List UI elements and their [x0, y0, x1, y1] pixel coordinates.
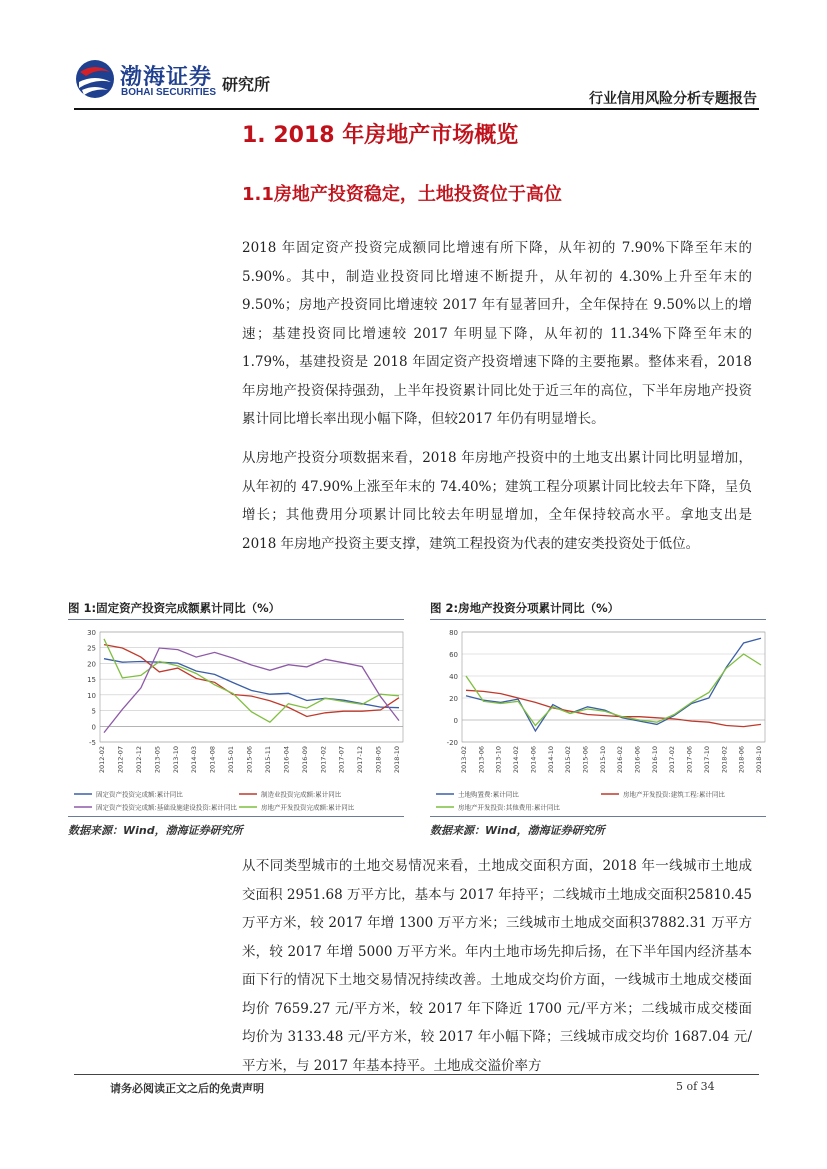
chart2-xtick: 2017-02	[668, 746, 677, 774]
footer-disclaimer: 请务必阅读正文之后的免责声明	[110, 1082, 264, 1095]
page-number: 5 of 34	[676, 1080, 715, 1093]
chart2-ytick: 80	[449, 629, 458, 637]
chart2-xtick: 2017-10	[702, 746, 711, 774]
chart2-plot-area	[462, 632, 765, 742]
paragraph-2: 从房地产投资分项数据来看，2018 年房地产投资中的土地支出累计同比明显增加，从年初的 47.90%上涨至年末的 74.40%；建筑工程分项累计同比较去年下降，呈负增长；其他费用分项累计同比较去年明显增加，全年保持较高水平。拿地支出是 2018 年房地产投资主要支撑，建筑工程投资为代表的建安类投资处于低位。	[242, 450, 752, 552]
chart2-xtick: 2016-02	[616, 746, 625, 774]
chart1-legend-label: 固定资产投资完成额:基础设施建设投资:累计同比	[96, 803, 237, 812]
chart2-xtick: 2015-10	[598, 746, 607, 774]
chart1-xtick: 2015-01	[227, 746, 236, 774]
figure-2-rule	[430, 619, 766, 620]
report-type: 行业信用风险分析专题报告	[589, 91, 757, 107]
chart2-series-2	[466, 690, 761, 726]
figure-1	[68, 600, 448, 837]
chart1-xtick: 2012-12	[134, 746, 143, 774]
chart1-xtick: 2012-07	[116, 746, 125, 774]
paragraph-1: 2018 年固定资产投资完成额同比增速有所下降，从年初的 7.90%下降至年末的 5.90%。其中，制造业投资同比增速不断提升，从年初的 4.30%上升至年末的 9.50%；房地产投资同比增速较 2017 年有显著回升，全年保持在 9.50%以上的增速；基建投资同比增速较 2017 年明显下降，从年初的 11.34%下降至年末的 1.79%，基建投资是 2018 年固定资产投资增速下降的主要拖累。整体来看，2018 年房地产投资保持强劲，上半年投资累计同比处于近三年的高位，下半年房地产投资累计同比增长率出现小幅下降，但较2017 年仍有明显增长。	[242, 240, 752, 427]
figure-1-chart	[68, 624, 413, 816]
chart2-xtick: 2013-10	[494, 746, 503, 774]
chart1-ytick: -5	[89, 739, 96, 747]
chart2-xtick: 2016-06	[633, 746, 642, 774]
chart2-xtick: 2014-02	[512, 746, 521, 774]
figure-1-bottom-rule	[68, 816, 404, 817]
bohai-logo-icon	[74, 58, 116, 100]
chart1-xtick: 2017-07	[337, 746, 346, 774]
chart2-series-3	[466, 654, 761, 726]
chart2-ytick: -20	[446, 739, 458, 747]
figure-2	[430, 600, 810, 837]
chart1-ytick: 20	[87, 660, 96, 669]
paragraph-3: 从不同类型城市的土地交易情况来看，土地成交面积方面，2018 年一线城市土地成交面积 2951.68 万平方比，基本与 2017 年持平；二线城市土地成交面积25810.45 万平方米，较 2017 年增 1300 万平方米；三线城市土地成交面积37882.31 万平方米，较 2017 年增 5000 万平方米。年内土地市场先抑后扬，在下半年国内经济基本面下行的情况下土地交易情况持续改善。土地成交均价方面，一线城市土地成交楼面均价 7659.27 元/平方米，较 2017 年下降近 1700 元/平方米；二线城市成交楼面均价为 3133.48 元/平方米，较 2017 年小幅下降；三线城市成交均价 1687.04 元/平方米，与 2017 年基本持平。土地成交溢价率方	[242, 858, 752, 1074]
section-title: 1. 2018 年房地产市场概览	[242, 123, 519, 148]
chart2-xtick: 2015-06	[581, 746, 590, 774]
chart1-xtick: 2015-06	[245, 746, 254, 774]
chart1-xtick: 2017-02	[319, 746, 328, 774]
chart1-ytick: 15	[87, 676, 96, 685]
chart1-xtick: 2013-10	[171, 746, 180, 774]
chart2-xtick: 2015-02	[564, 746, 573, 774]
chart1-xtick: 2018-10	[393, 746, 401, 774]
section-subtitle: 1.1房地产投资稳定，土地投资位于高位	[242, 184, 562, 205]
chart1-xtick: 2012-02	[98, 746, 106, 774]
chart2-xtick: 2014-06	[529, 746, 538, 774]
chart2-legend-label: 房地产开发投资:建筑工程:累计同比	[623, 790, 725, 799]
figure-2-source: 数据来源：Wind，渤海证券研究所	[430, 824, 605, 837]
institute-name: 研究所	[222, 75, 271, 94]
chart2-ytick: 60	[449, 651, 458, 659]
chart1-ytick: 5	[91, 707, 96, 716]
chart1-series-2	[104, 645, 399, 717]
chart1-xtick: 2018-05	[374, 746, 383, 774]
chart2-xtick: 2013-02	[460, 746, 468, 774]
chart2-xtick: 2017-06	[685, 746, 694, 774]
chart1-legend-label: 房地产开发投资完成额:累计同比	[261, 803, 355, 812]
chart2-xtick: 2016-10	[650, 746, 659, 774]
chart2-xtick: 2018-02	[720, 746, 729, 774]
chart1-xtick: 2016-04	[282, 746, 291, 774]
figure-1-rule	[68, 619, 404, 620]
chart1-legend-label: 固定资产投资完成额:累计同比	[96, 790, 183, 799]
logo-chinese-name: 渤海证券	[120, 65, 213, 90]
chart2-xtick: 2018-06	[737, 746, 746, 774]
chart1-xtick: 2017-12	[356, 746, 365, 774]
chart1-xtick: 2014-08	[208, 746, 217, 774]
chart1-xtick: 2015-11	[263, 746, 272, 774]
chart1-legend-label: 制造业投资完成额:累计同比	[261, 790, 342, 799]
chart2-ytick: 20	[449, 695, 458, 703]
chart1-series-3	[104, 639, 399, 722]
chart1-ytick: 25	[87, 644, 96, 653]
chart1-plot-area	[100, 632, 403, 742]
header-divider	[74, 108, 759, 110]
chart1-xtick: 2016-09	[300, 746, 309, 774]
chart2-ytick: 0	[453, 717, 458, 725]
chart1-xtick: 2013-05	[153, 746, 162, 774]
chart2-series-1	[466, 638, 761, 731]
footer-divider	[74, 1074, 759, 1075]
chart2-legend-label: 房地产开发投资:其他费用:累计同比	[458, 803, 560, 812]
chart1-ytick: 30	[87, 629, 96, 637]
chart1-series-1	[104, 659, 399, 708]
chart1-ytick: 0	[91, 723, 96, 732]
logo-english-name: BOHAI SECURITIES	[121, 87, 217, 98]
figure-2-chart	[430, 624, 775, 816]
figure-1-source: 数据来源：Wind，渤海证券研究所	[68, 824, 243, 837]
bohai-logo	[74, 58, 244, 102]
figure-2-title: 图 2:房地产投资分项累计同比（%）	[430, 601, 620, 615]
chart2-ytick: 40	[449, 673, 458, 681]
figure-1-title: 图 1:固定资产投资完成额累计同比（%）	[68, 601, 281, 615]
chart2-legend-label: 土地购置费:累计同比	[458, 790, 519, 799]
figure-2-bottom-rule	[430, 816, 766, 817]
chart1-ytick: 10	[87, 691, 96, 700]
chart1-xtick: 2014-03	[190, 746, 199, 774]
chart2-xtick: 2018-10	[755, 746, 763, 774]
chart2-xtick: 2013-06	[477, 746, 486, 774]
chart2-xtick: 2014-10	[546, 746, 555, 774]
